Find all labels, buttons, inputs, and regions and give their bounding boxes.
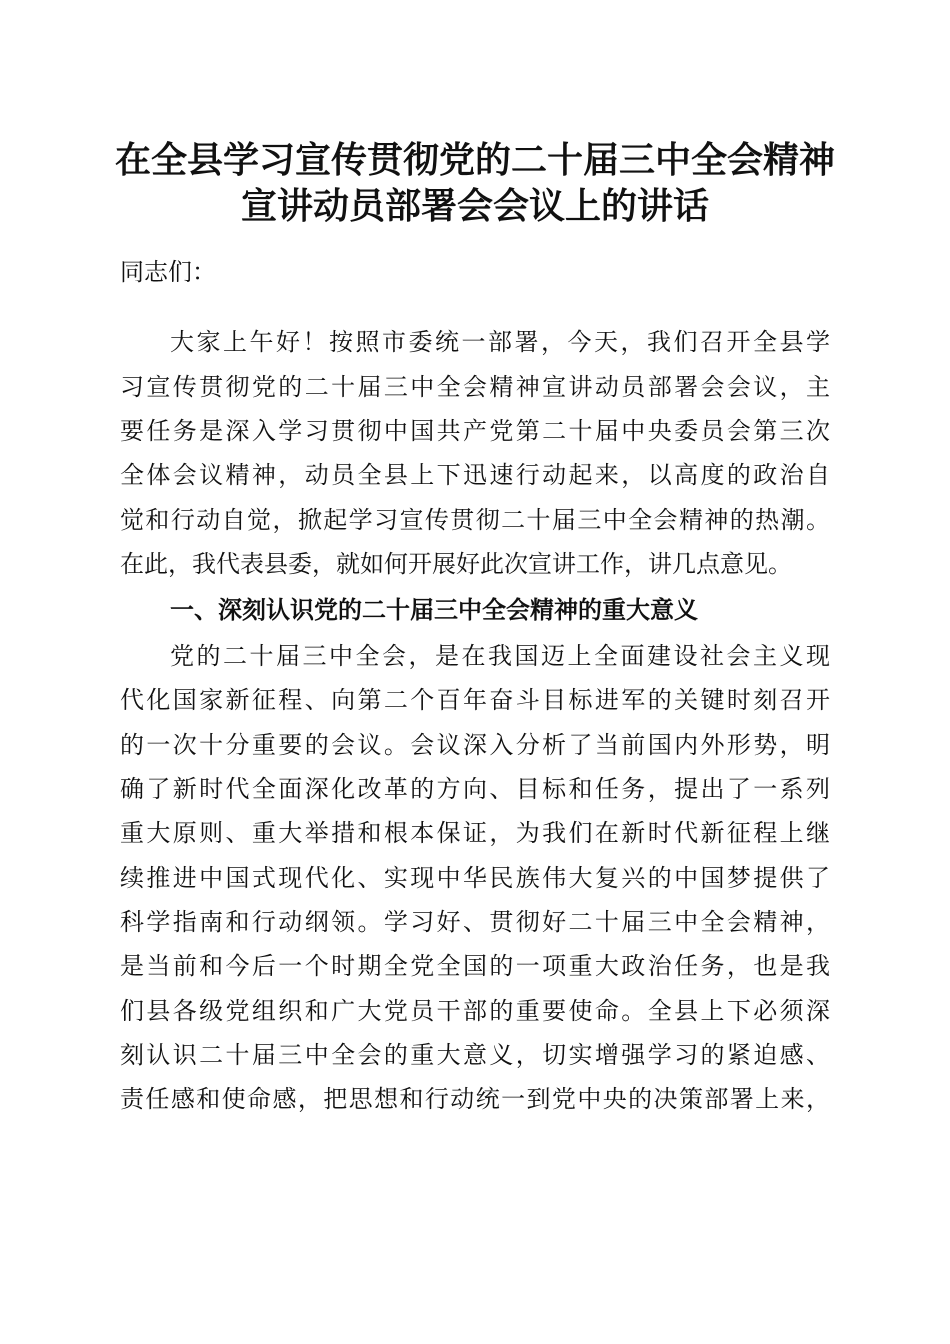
paragraph-2-line-9: 们县各级党组织和广大党员干部的重要使命。全县上下必须深 [120,997,830,1025]
paragraph-2-line-11: 责任感和使命感，把思想和行动统一到党中央的决策部署上来， [120,1085,830,1113]
document-title-line-1: 在全县学习宣传贯彻党的二十届三中全会精神 [114,139,835,181]
paragraph-2-line-4: 确了新时代全面深化改革的方向、目标和任务，提出了一系列 [120,775,830,803]
paragraph-2-line-2: 代化国家新征程、向第二个百年奋斗目标进军的关键时刻召开 [120,686,830,714]
paragraph-2-line-7: 科学指南和行动纲领。学习好、贯彻好二十届三中全会精神， [120,908,830,936]
paragraph-1-line-3: 要任务是深入学习贯彻中国共产党第二十届中央委员会第三次 [120,417,830,445]
section-1-heading: 一、深刻认识党的二十届三中全会精神的重大意义 [170,596,698,624]
paragraph-2-line-5: 重大原则、重大举措和根本保证，为我们在新时代新征程上继 [120,819,830,847]
paragraph-1-line-6: 在此，我代表县委，就如何开展好此次宣讲工作，讲几点意见。 [120,550,792,578]
paragraph-1-line-4: 全体会议精神，动员全县上下迅速行动起来，以高度的政治自 [120,461,830,489]
paragraph-2-line-8: 是当前和今后一个时期全党全国的一项重大政治任务，也是我 [120,952,830,980]
paragraph-2-line-1: 党的二十届三中全会，是在我国迈上全面建设社会主义现 [170,642,830,670]
paragraph-2-line-6: 续推进中国式现代化、实现中华民族伟大复兴的中国梦提供了 [120,864,830,892]
paragraph-1-line-2: 习宣传贯彻党的二十届三中全会精神宣讲动员部署会会议，主 [120,373,830,401]
paragraph-2-line-3: 的一次十分重要的会议。会议深入分析了当前国内外形势，明 [120,731,830,759]
paragraph-1-line-1: 大家上午好！按照市委统一部署，今天，我们召开全县学 [170,328,830,356]
paragraph-1-line-5: 觉和行动自觉，掀起学习宣传贯彻二十届三中全会精神的热潮。 [120,506,830,534]
salutation: 同志们： [120,258,216,286]
paragraph-2-line-10: 刻认识二十届三中全会的重大意义，切实增强学习的紧迫感、 [120,1041,830,1069]
document-title-line-2: 宣讲动员部署会会议上的讲话 [240,185,709,227]
